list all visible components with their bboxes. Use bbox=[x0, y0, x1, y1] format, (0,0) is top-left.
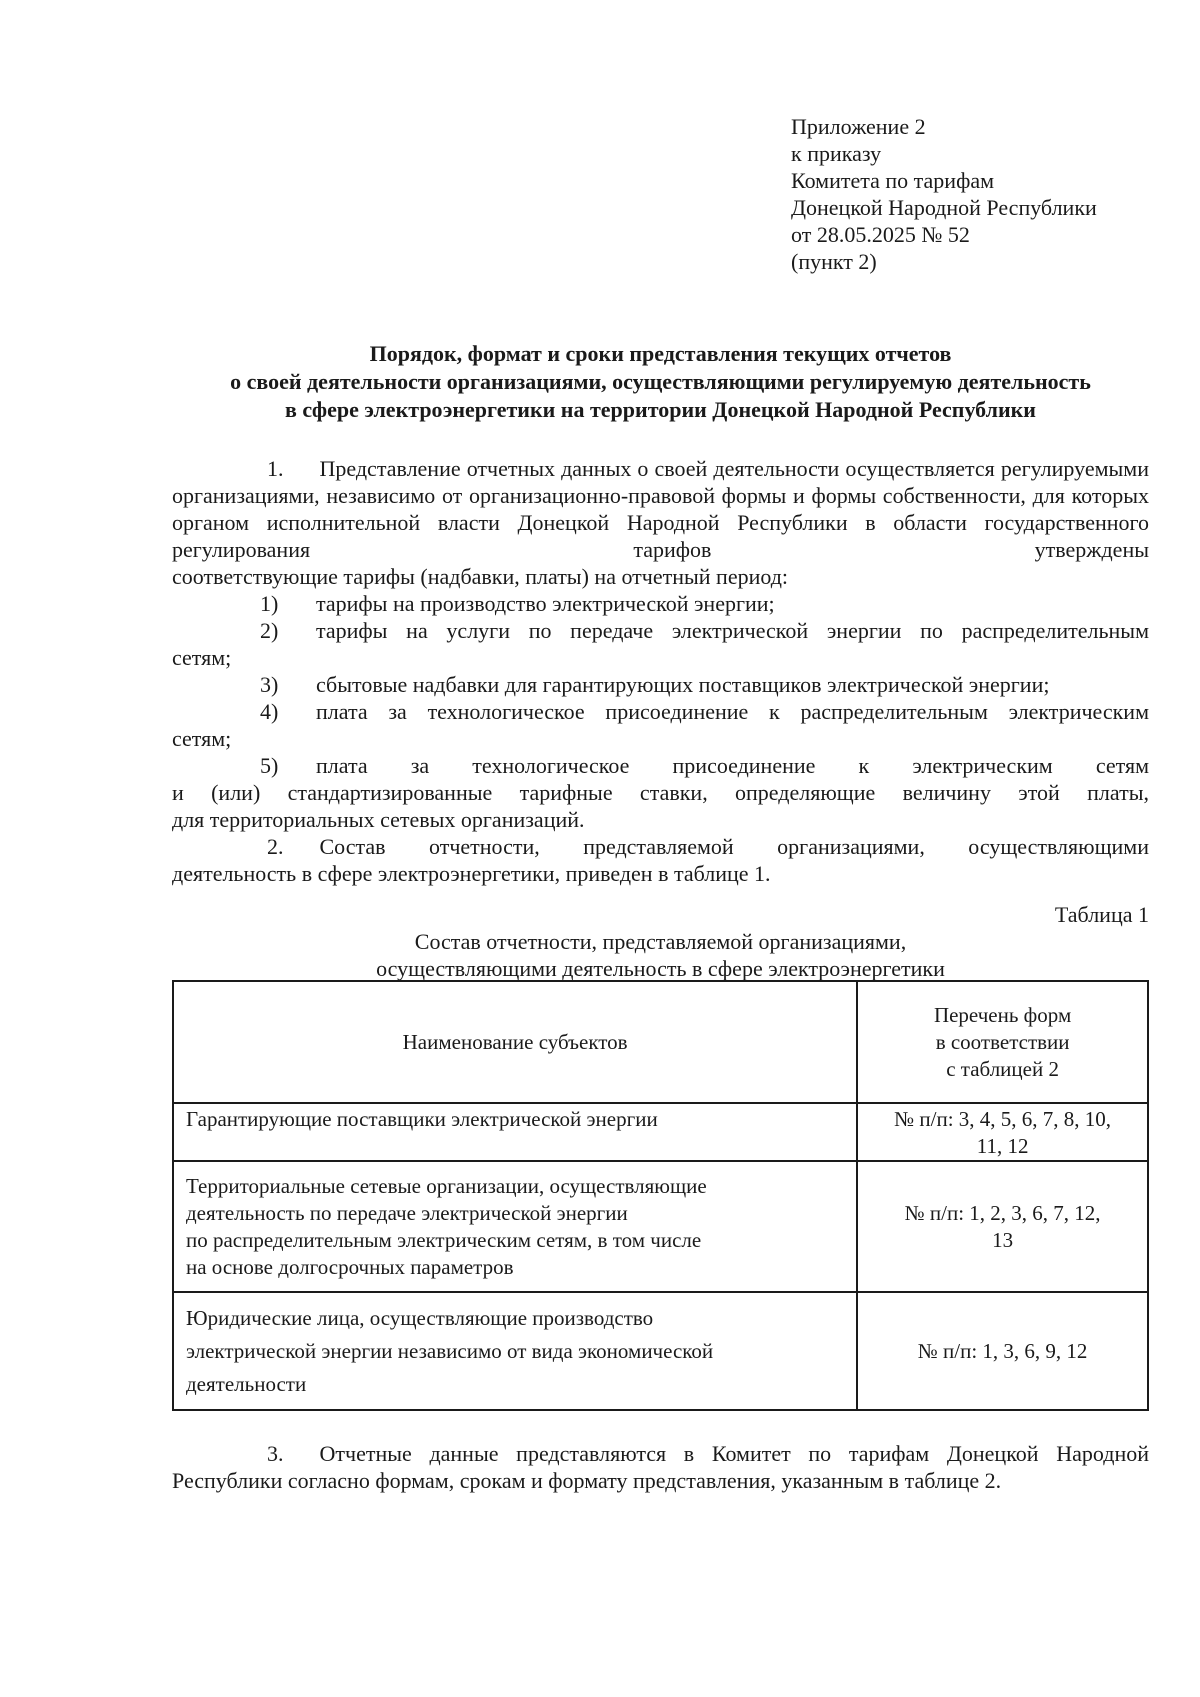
list-item-number: 2) bbox=[260, 618, 279, 643]
list-item-number: 3) bbox=[260, 672, 279, 697]
list-item-continuation: для территориальных сетевых организаций. bbox=[172, 807, 585, 832]
section-3-number: 3. bbox=[267, 1441, 284, 1466]
list-item-text: плата за технологическое присоединение к электрическим сетям bbox=[316, 753, 1149, 778]
table-cell-line: Территориальные сетевые организации, осуществляющие bbox=[186, 1173, 707, 1198]
table-cell-line: по распределительным электрическим сетям, в том числе bbox=[186, 1227, 702, 1252]
list-item bbox=[172, 671, 1149, 698]
list-item-number: 4) bbox=[260, 699, 279, 724]
appendix-line: Комитета по тарифам bbox=[791, 168, 995, 193]
list-item-text: тарифы на услуги по передаче электрической энергии по распределительным bbox=[316, 618, 1149, 643]
section-1-paragraph bbox=[172, 455, 1149, 563]
section-2-text-last: деятельность в сфере электроэнергетики, приведен в таблице 1. bbox=[172, 861, 771, 886]
table-header-row bbox=[173, 981, 1148, 1103]
table-row bbox=[173, 1292, 1148, 1410]
table-row bbox=[173, 1103, 1148, 1161]
section-2-number: 2. bbox=[267, 834, 284, 859]
list-item-number: 5) bbox=[260, 753, 279, 778]
table-cell-line: № п/п: 1, 3, 6, 9, 12 bbox=[917, 1338, 1088, 1363]
section-2-paragraph bbox=[172, 833, 1149, 860]
list-item-continuation: и (или) стандартизированные тарифные ставки, определяющие величину этой платы, bbox=[172, 780, 1149, 805]
table-cell-line: 11, 12 bbox=[976, 1134, 1029, 1158]
table-cell-line: деятельность по передаче электрической энергии bbox=[186, 1200, 628, 1225]
table-header-forms bbox=[857, 981, 1148, 1103]
list-item bbox=[172, 698, 1149, 725]
table-cell-subject bbox=[173, 1103, 857, 1161]
table-cell-line: № п/п: 1, 2, 3, 6, 7, 12, bbox=[904, 1200, 1101, 1225]
list-item-continuation: сетям; bbox=[172, 726, 232, 751]
list-item-number: 1) bbox=[260, 591, 279, 616]
section-3-text-last: Республики согласно формам, срокам и формату представления, указанным в таблице 2. bbox=[172, 1468, 1002, 1493]
appendix-line: Приложение 2 bbox=[791, 114, 926, 139]
section-1-number: 1. bbox=[267, 456, 284, 481]
appendix-header bbox=[791, 113, 1181, 275]
list-item-text: сбытовые надбавки для гарантирующих поставщиков электрической энергии; bbox=[316, 672, 1050, 697]
table-cell-forms bbox=[857, 1103, 1148, 1161]
section-3-paragraph bbox=[172, 1440, 1149, 1467]
section-1-text-last: соответствующие тарифы (надбавки, платы) на отчетный период: bbox=[172, 564, 789, 589]
table-cell-forms bbox=[857, 1292, 1148, 1410]
title-line: о своей деятельности организациями, осуществляющими регулируемую деятельность bbox=[230, 369, 1091, 394]
table-cell-line: 13 bbox=[992, 1227, 1014, 1252]
appendix-line: к приказу bbox=[791, 141, 882, 166]
list-item-text: тарифы на производство электрической энергии; bbox=[316, 591, 775, 616]
table-1-caption-line: осуществляющими деятельность в сфере электроэнергетики bbox=[376, 956, 945, 981]
table-cell-subject bbox=[173, 1292, 857, 1410]
table-cell-line: Гарантирующие поставщики электрической энергии bbox=[186, 1107, 658, 1131]
section-1 bbox=[172, 455, 1149, 887]
appendix-line: от 28.05.2025 № 52 bbox=[791, 222, 970, 247]
document-title bbox=[172, 340, 1149, 424]
section-3 bbox=[172, 1440, 1149, 1494]
list-item bbox=[172, 752, 1149, 779]
section-3-text: Отчетные данные представляются в Комитет по тарифам Донецкой Народной bbox=[319, 1441, 1149, 1466]
table-row bbox=[173, 1161, 1148, 1292]
table-1-caption-line: Состав отчетности, представляемой организациями, bbox=[414, 929, 907, 954]
section-1-text: Представление отчетных данных о своей деятельности осуществляется регулируемыми организациями, независимо от организационно-правовой формы и формы собственности, для которых органом исполнительной власти Донецкой Народной Республики в области государственного регулирования тарифов утверждены bbox=[172, 456, 1149, 562]
table-1 bbox=[172, 980, 1149, 1411]
list-item bbox=[172, 617, 1149, 644]
table-1-label: Таблица 1 bbox=[1054, 902, 1149, 927]
table-cell-subject bbox=[173, 1161, 857, 1292]
table-header-forms-line: с таблицей 2 bbox=[946, 1056, 1059, 1081]
appendix-line: (пункт 2) bbox=[791, 249, 877, 274]
table-cell-line: № п/п: 3, 4, 5, 6, 7, 8, 10, bbox=[894, 1107, 1112, 1131]
table-header-forms-line: Перечень форм bbox=[933, 1002, 1072, 1027]
section-2-text: Состав отчетности, представляемой организациями, осуществляющими bbox=[319, 834, 1149, 859]
table-cell-line: Юридические лица, осуществляющие производство bbox=[186, 1305, 654, 1330]
table-cell-line: деятельности bbox=[186, 1371, 307, 1396]
table-header-subject bbox=[173, 981, 857, 1103]
appendix-line: Донецкой Народной Республики bbox=[791, 195, 1097, 220]
table-cell-forms bbox=[857, 1161, 1148, 1292]
table-cell-line: на основе долгосрочных параметров bbox=[186, 1254, 514, 1279]
list-item-continuation: сетям; bbox=[172, 645, 232, 670]
title-line: Порядок, формат и сроки представления текущих отчетов bbox=[369, 341, 952, 366]
list-item-text: плата за технологическое присоединение к распределительным электрическим bbox=[316, 699, 1149, 724]
list-item bbox=[172, 590, 1149, 617]
table-cell-line: электрической энергии независимо от вида экономической bbox=[186, 1338, 714, 1363]
table-header-forms-line: в соответствии bbox=[935, 1029, 1070, 1054]
title-line: в сфере электроэнергетики на территории Донецкой Народной Республики bbox=[285, 397, 1036, 422]
table-header-subject-label: Наименование субъектов bbox=[402, 1029, 628, 1054]
table-1-caption bbox=[172, 928, 1149, 982]
